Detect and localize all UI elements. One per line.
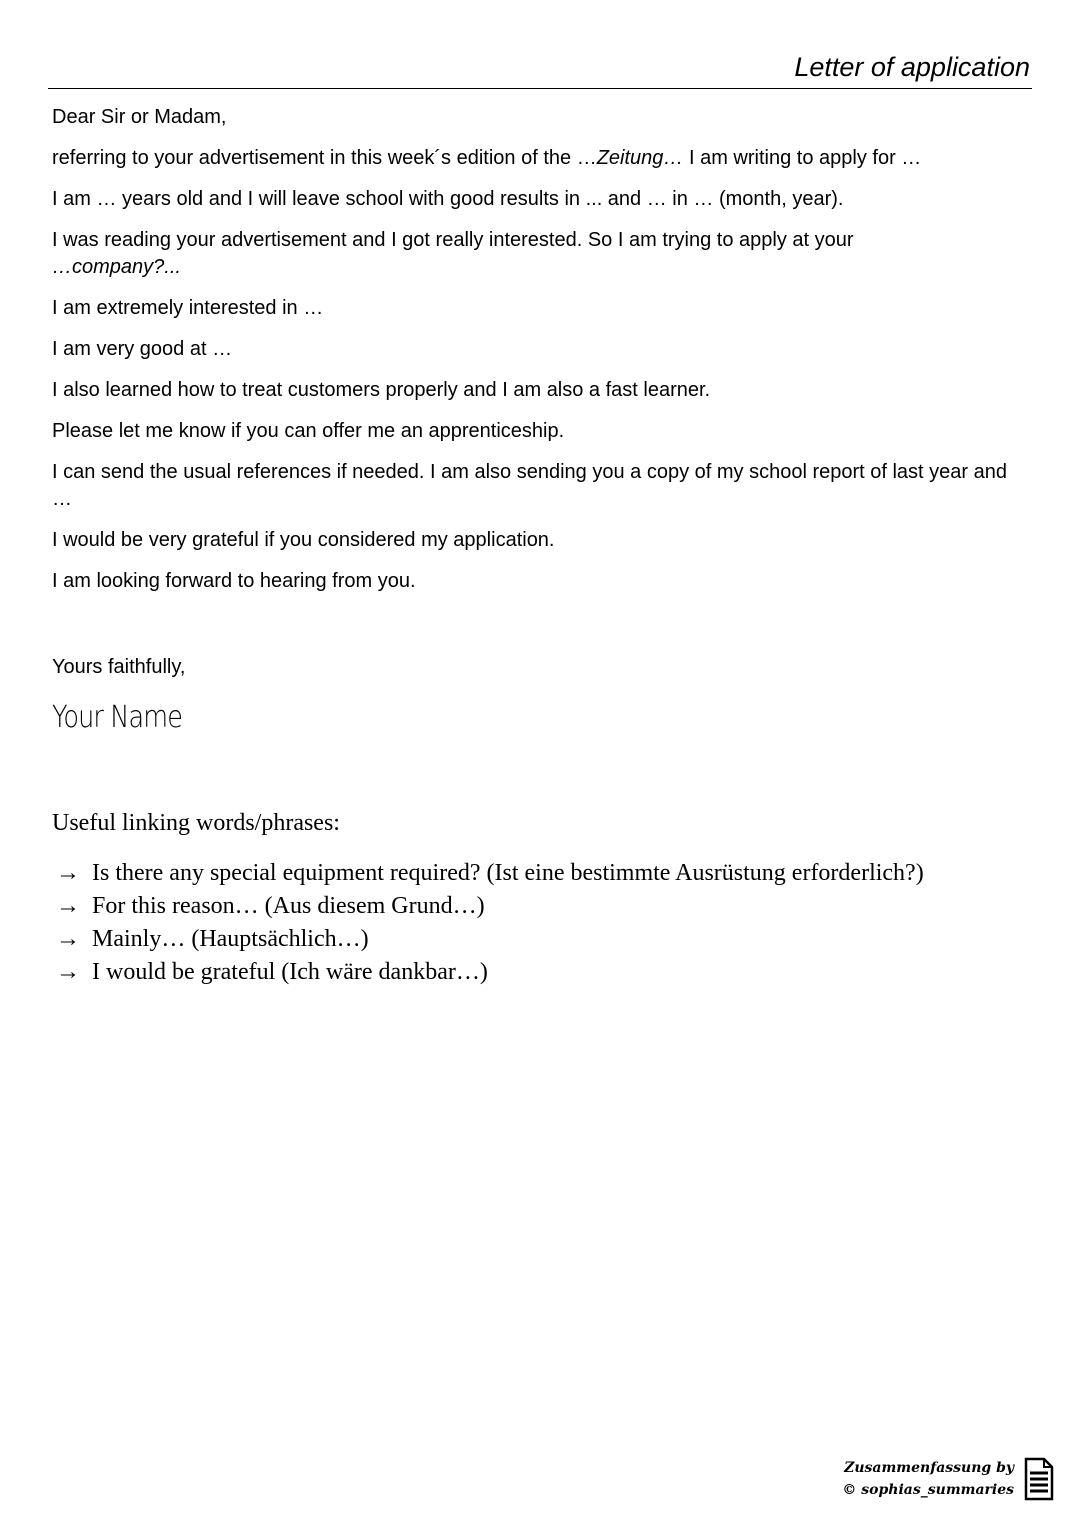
letter-paragraph: I am … years old and I will leave school with good results in ... and … in … (month, year).	[52, 188, 844, 210]
header-divider	[48, 88, 1032, 89]
credit-line: © sophias_summaries	[842, 1482, 1014, 1498]
page-title: Letter of application	[794, 52, 1030, 82]
phrase-item	[52, 923, 924, 956]
phrase-text: Mainly… (Hauptsächlich…)	[92, 926, 369, 952]
phrase-item	[52, 956, 924, 989]
letter-paragraph: I am very good at …	[52, 338, 233, 360]
closing: Yours faithfully,	[52, 656, 186, 678]
phrase-item	[52, 890, 924, 923]
phrase-text: I would be grateful (Ich wäre dankbar…)	[92, 959, 488, 985]
useful-phrases-title: Useful linking words/phrases:	[52, 810, 340, 836]
phrase-text: Is there any special equipment required? (Ist eine bestimmte Ausrüstung erforderlich?)	[92, 860, 924, 886]
footer-credit	[842, 1457, 1054, 1501]
company-placeholder: …company?...	[52, 256, 181, 278]
paragraph-text: I am writing to apply for …	[683, 147, 922, 169]
letter-paragraph: I can send the usual references if needed. I am also sending you a copy of my school report of last year and …	[52, 461, 1007, 510]
arrow-right-icon: →	[56, 893, 80, 919]
credit-text	[842, 1457, 1014, 1501]
salutation: Dear Sir or Madam,	[52, 106, 227, 128]
letter-paragraph: I also learned how to treat customers properly and I am also a fast learner.	[52, 379, 711, 401]
newspaper-placeholder: Zeitung…	[596, 147, 684, 169]
useful-phrases-section	[52, 810, 924, 989]
signature: Your Name	[52, 700, 183, 735]
arrow-right-icon: →	[56, 959, 80, 985]
letter-paragraph: I am extremely interested in …	[52, 297, 324, 319]
arrow-right-icon: →	[56, 860, 80, 886]
letter-paragraph	[52, 227, 1012, 281]
arrow-right-icon: →	[56, 926, 80, 952]
phrase-text: For this reason… (Aus diesem Grund…)	[92, 893, 485, 919]
paragraph-text: I was reading your advertisement and I got really interested. So I am trying to apply at your	[52, 229, 854, 251]
document-icon	[1024, 1457, 1054, 1501]
letter-paragraph	[52, 145, 1012, 172]
phrase-item	[52, 857, 924, 890]
letter-paragraph: I am looking forward to hearing from you.	[52, 570, 416, 592]
letter-paragraph: I would be very grateful if you considered my application.	[52, 529, 555, 551]
letter-paragraph: Please let me know if you can offer me an apprenticeship.	[52, 420, 565, 442]
letter-body	[52, 104, 1012, 609]
credit-line: Zusammenfassung by	[844, 1460, 1014, 1476]
paragraph-text: referring to your advertisement in this week´s edition of the …	[52, 147, 597, 169]
